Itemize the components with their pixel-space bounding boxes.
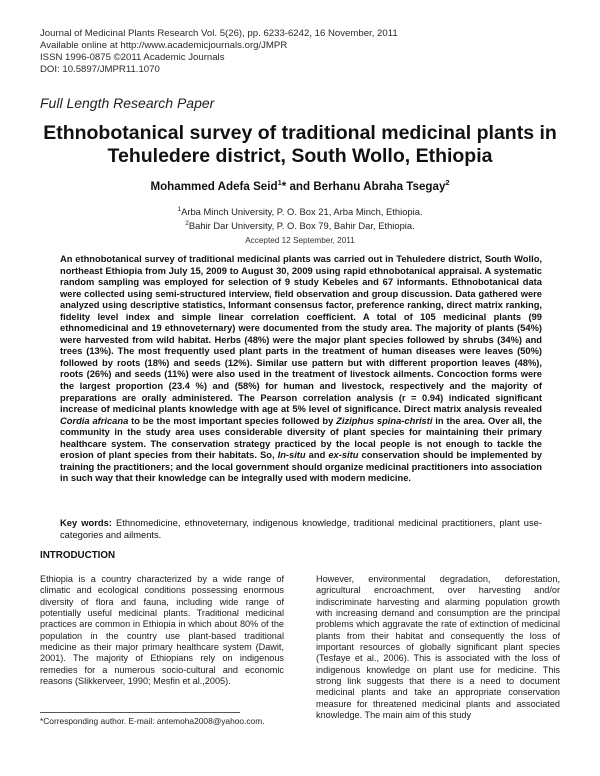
author-1-name: Mohammed Adefa Seid	[150, 179, 278, 193]
term-ex-situ: ex-situ	[328, 450, 359, 461]
affiliation-1-marker: 1	[177, 206, 182, 213]
abstract-text-5: conservation should be implemented by training the practitioners; and the local government should organize medicinal practitioners into association in such way that their knowledge can be integrally used with modern medicine.	[60, 450, 542, 484]
author-2-affiliation-marker: 2	[445, 178, 450, 187]
abstract-text-3: in the area. Over all, the community in the study area uses considerable diversity of plant species for maintaining their primary healthcare system. The conservation strategy practiced by the local people is not enough to tackle the erosion of plant species from their habitats. So,	[60, 415, 542, 461]
journal-doi: DOI: 10.5897/JMPR11.1070	[40, 64, 160, 75]
species-cordia-africana: Cordia africana	[60, 415, 129, 426]
footnote-divider	[40, 712, 240, 713]
journal-citation: Journal of Medicinal Plants Research Vol. 5(26), pp. 6233-6242, 16 November, 2011	[40, 28, 398, 39]
journal-url: Available online at http://www.academicjournals.org/JMPR	[40, 40, 288, 51]
introduction-right-column: However, environmental degradation, deforestation, agricultural encroachment, over harvesting and/or indiscriminate harvesting and alarming population growth with increasing demand and consumption are the principal problems which aggravate the rate of extinction of medicinal plants from their habitat and consequently the loss of important resources of globally significant plant species (Tesfaye et al., 2006). This is associated with the loss of indigenous knowledge on plant use for medicine. This strong link suggests that there is a need to document medicinal plants and take an appropriate conservation measure for threatened medicinal plants and associated knowledge. The main aim of this study	[316, 574, 560, 721]
abstract	[60, 254, 542, 485]
affiliation-2	[0, 218, 600, 232]
corresponding-author-marker: *	[281, 179, 287, 193]
introduction-heading: INTRODUCTION	[40, 550, 116, 561]
author-1-affiliation-marker: 1	[277, 178, 282, 187]
term-in-situ: In-situ	[277, 450, 306, 461]
affiliation-1-text: Arba Minch University, P. O. Box 21, Arba Minch, Ethiopia.	[181, 206, 423, 218]
abstract-text-1: An ethnobotanical survey of traditional medicinal plants was carried out in Tehuledere district, South Wollo, northeast Ethiopia from July 15, 2009 to August 30, 2009 using rapid ethnobotanical appraisal. A systematic random sampling was employed for selection of 9 study Kebeles and 67 informants. Ethnobotanical data were collected using semi-structured interview, field observation and group discussion. Data gathered were analyzed using descriptive statistics, Informant consensus factor, preference ranking, direct matrix ranking, fidelity level index and simple linear correlation coefficient. A total of 105 medicinal plants (99 ethnomedicinal and 19 ethnoveternary) were documented from the study area. The majority of plants (54%) were harvested from wild habitat. Herbs (48%) were the major plant species followed by shrubs (34%) and trees (13%). The most frequently used plant parts in the treatment of human diseases were leaves (50%) followed by roots (18%) and seeds (12%). Similar use pattern but with different proportion leaves (48%), roots (26%) and seeds (11%) were also used in the treatment of livestock ailments. Concoction forms were the largest proportion (23.4 %) and (58%) for human and livestock, respectively and the majority of preparations are orally administered. The Pearson correlation analysis (r = 0.94) indicated significant increase of medicinal plants knowledge with age at 5% level of significance. Direct matrix analysis revealed	[60, 254, 542, 415]
affiliations	[0, 204, 600, 231]
abstract-text-4: and	[305, 450, 329, 461]
keywords-label: Key words:	[60, 518, 112, 528]
journal-header	[40, 28, 398, 76]
author-conjunction: and	[286, 179, 314, 193]
author-list	[0, 178, 600, 193]
keywords	[60, 518, 542, 541]
journal-issn: ISSN 1996-0875 ©2011 Academic Journals	[40, 52, 225, 63]
paper-title: Ethnobotanical survey of traditional medicinal plants in Tehuledere district, South Wollo, Ethiopia	[43, 122, 557, 167]
species-ziziphus: Ziziphus spina-christi	[336, 415, 433, 426]
introduction-left-column: Ethiopia is a country characterized by a wide range of climatic and ecological conditions possessing enormous diversity of flora and fauna, including wide range of potentially useful medicinal plants. Traditional medicinal practices are common in Ethiopia in which about 80% of the population in the country use plant-based traditional medicine as their major primary healthcare system (Dawit, 2001). The majority of Ethiopians rely on indigenous remedies for a numerous socio-cultural and economic reasons (Slikkerveer, 1990; Mesfin et al.,2005).	[40, 574, 284, 687]
accepted-date: Accepted 12 September, 2011	[245, 236, 355, 245]
affiliation-2-marker: 2	[185, 219, 189, 227]
affiliation-2-text: Bahir Dar University, P. O. Box 79, Bahir Dar, Ethiopia.	[188, 219, 415, 231]
corresponding-author-footnote: *Corresponding author. E-mail: antemoha2008@yahoo.com.	[40, 716, 265, 726]
paper-type: Full Length Research Paper	[40, 95, 215, 111]
abstract-text-2: to be the most important species followed by	[128, 415, 337, 426]
author-2-name: Berhanu Abraha Tsegay	[313, 179, 446, 193]
keywords-text: Ethnomedicine, ethnoveternary, indigenous knowledge, traditional medicinal practitioners, plant use-categories and ailments.	[60, 518, 542, 540]
affiliation-1	[0, 204, 600, 218]
